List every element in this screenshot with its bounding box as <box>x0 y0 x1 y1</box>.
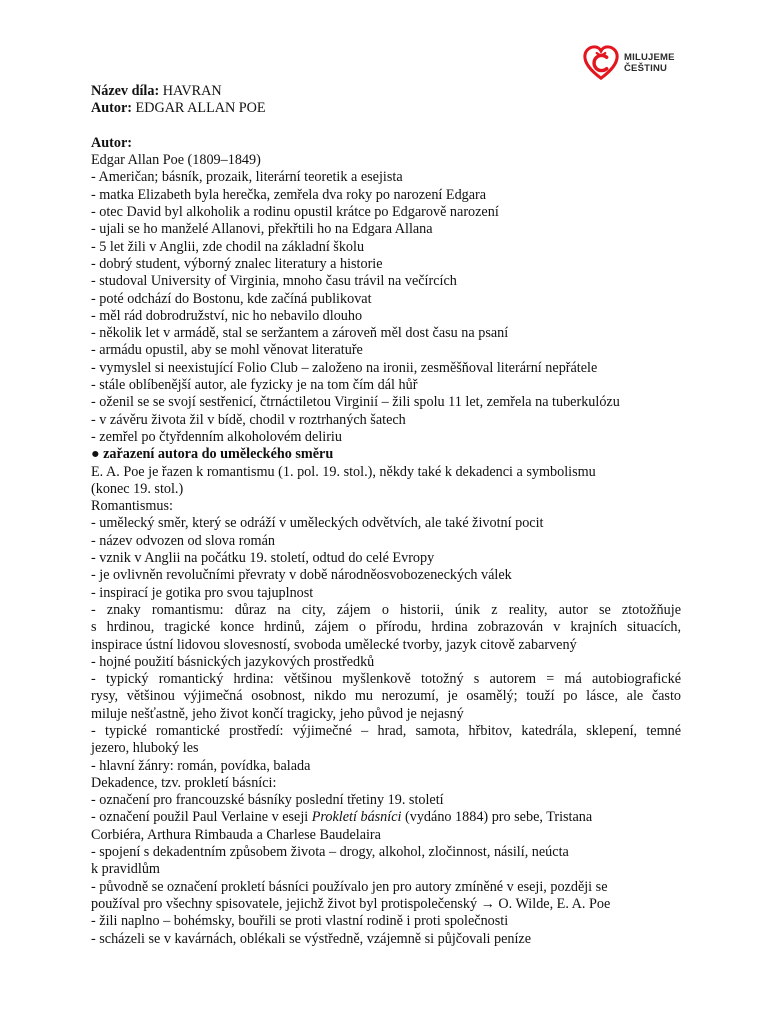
author-item: - v závěru života žil v bídě, chodil v roztrhaných šatech <box>91 411 406 428</box>
author-heading <box>91 135 681 152</box>
verlaine-line: Corbiéra, Arthura Rimbauda a Charlese Baudelaira <box>91 826 381 843</box>
author-item: - Američan; básník, prozaik, literární teoretik a esejista <box>91 169 403 186</box>
movement-intro-line: (konec 19. stol.) <box>91 480 184 497</box>
verlaine-text-pre: - označení použil Paul Verlaine v eseji <box>91 809 312 826</box>
hero-line: miluje nešťastně, jeho život končí tragicky, jeho původ je nejasný <box>91 705 464 722</box>
original-use-line: používal pro všechny spisovatele, jejichž život byl protispolečenský → O. Wilde, E. A. Poe <box>91 895 611 912</box>
heart-logo-icon <box>582 44 620 82</box>
author-heading-text: Autor: <box>91 134 132 151</box>
author-item: - dobrý student, výborný znalec literatury a historie <box>91 255 383 272</box>
movement-heading-text: ● zařazení autora do uměleckého směru <box>91 446 334 463</box>
author-intro: Edgar Allan Poe (1809–1849) <box>91 152 261 169</box>
features-line: inspirace ústní lidovou slovesností, svoboda umělecké tvorby, jazyk citově zabarvený <box>91 636 577 653</box>
romanticism-item: - vznik v Anglii na počátku 19. století, odtud do celé Evropy <box>91 550 435 567</box>
spacer <box>91 118 681 135</box>
author-item: - měl rád dobrodružství, nic ho nebavilo dlouho <box>91 307 363 324</box>
logo-line-2: ČEŠTINU <box>624 63 668 74</box>
author-item: - 5 let žili v Anglii, zde chodil na základní školu <box>91 238 365 255</box>
author-item: - poté odchází do Bostonu, kde začíná publikovat <box>91 290 372 307</box>
romanticism-item: - inspirací je gotika pro svou tajuplnost <box>91 584 314 601</box>
genres-item: - hlavní žánry: román, povídka, balada <box>91 757 311 774</box>
work-title-label: Název díla: <box>91 83 160 99</box>
essay-title: Prokletí básníci <box>311 809 402 826</box>
movement-intro-line: E. A. Poe je řazen k romantismu (1. pol. 19. stol.), někdy také k dekadenci a symbolismu <box>91 463 596 480</box>
decadence-item: - označení pro francouzské básníky poslední třetiny 19. století <box>91 792 444 809</box>
author-item: - matka Elizabeth byla herečka, zemřela dva roky po narození Edgara <box>91 186 487 203</box>
poetic-means-item: - hojné použití básnických jazykových prostředků <box>91 653 375 670</box>
verlaine-text-post: (vydáno 1884) pro sebe, Tristana <box>401 809 593 826</box>
romanticism-item: - je ovlivněn revolučními převraty v době národněosvobozeneckých válek <box>91 567 512 584</box>
verlaine-line <box>91 809 681 826</box>
decadence-item: - scházeli se v kavárnách, oblékali se výstředně, vzájemně si půjčovali peníze <box>91 930 532 947</box>
lifestyle-line: k pravidlům <box>91 861 160 878</box>
lifestyle-line: - spojení s dekadentním způsobem života – drogy, alkohol, zločinnost, násilí, neúcta <box>91 844 569 861</box>
author-item: - vymyslel si neexistující Folio Club – založeno na ironii, zesměšňoval literární nepřátele <box>91 359 598 376</box>
document-body <box>91 83 681 948</box>
logo-text <box>624 52 675 74</box>
author-item: - několik let v armádě, stal se seržantem a zároveň měl dost času na psaní <box>91 325 509 342</box>
hero-line: rysy, většinou výjimečná osobnost, nikdo mu nerozumí, je osamělý; touží po lásce, ale často <box>91 688 681 705</box>
original-use-line: - původně se označení prokletí básníci používalo jen pro autory zmíněné v eseji, později se <box>91 878 608 895</box>
author-item: - oženil se se svojí sestřenicí, čtrnáctiletou Virginií – žili spolu 11 let, zemřela na tuberkulózu <box>91 394 620 411</box>
author-item: - studoval University of Virginia, mnoho času trávil na večírcích <box>91 273 457 290</box>
romanticism-heading: Romantismus: <box>91 498 173 515</box>
setting-line: - typické romantické prostředí: výjimečné – hrad, samota, hřbitov, katedrála, sklepení, temné <box>91 722 681 739</box>
author-item: - ujali se ho manželé Allanovi, překřtili ho na Edgara Allana <box>91 221 433 238</box>
work-title-line <box>91 83 681 100</box>
decadence-heading: Dekadence, tzv. prokletí básníci: <box>91 774 277 791</box>
author-item: - zemřel po čtyřdenním alkoholovém deliriu <box>91 428 342 445</box>
movement-heading <box>91 446 681 463</box>
author-value: EDGAR ALLAN POE <box>131 100 266 117</box>
author-line <box>91 100 681 117</box>
author-item: - otec David byl alkoholik a rodinu opustil krátce po Edgarově narození <box>91 204 499 221</box>
features-line: - znaky romantismu: důraz na city, zájem o historii, únik z reality, autor se ztotožňuje <box>91 601 681 618</box>
features-line: s hrdinou, tragické konce hrdinů, zájem o přírodu, hrdina zobrazován v krajních situacích, <box>91 619 681 636</box>
decadence-item: - žili naplno – bohémsky, bouřili se proti vlastní rodině i proti společnosti <box>91 913 509 930</box>
author-item: - armádu opustil, aby se mohl věnovat literatuře <box>91 342 363 359</box>
setting-line: jezero, hluboký les <box>91 740 199 757</box>
romanticism-item: - název odvozen od slova román <box>91 532 275 549</box>
hero-line: - typický romantický hrdina: většinou myšlenkově totožný s autorem = má autobiografické <box>91 671 681 688</box>
author-item: - stále oblíbenější autor, ale fyzicky je na tom čím dál hůř <box>91 377 418 394</box>
work-title-value: HAVRAN <box>159 83 222 99</box>
logo-line-1: MILUJEME <box>624 52 675 63</box>
romanticism-item: - umělecký směr, který se odráží v uměleckých odvětvích, ale také životní pocit <box>91 515 544 532</box>
author-label: Autor: <box>91 100 132 117</box>
milujeme-cestinu-logo <box>582 44 675 82</box>
